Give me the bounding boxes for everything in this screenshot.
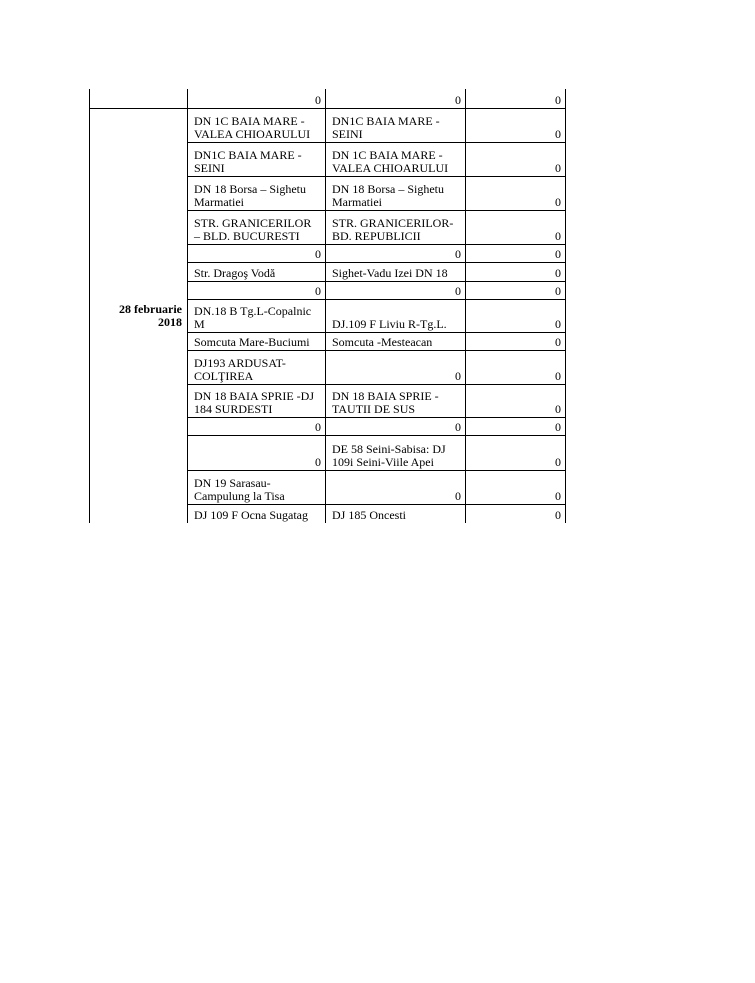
table-cell: 0 — [466, 384, 566, 417]
table-body — [90, 89, 566, 523]
table-cell: DN 18 Borsa – Sighetu Marmatiei — [188, 176, 326, 210]
table-cell: DJ.109 F Liviu R-Tg.L. — [326, 299, 466, 332]
table-cell: 0 — [466, 142, 566, 176]
table-cell: 0 — [466, 176, 566, 210]
table-cell: 0 — [326, 350, 466, 384]
table-cell: 0 — [466, 108, 566, 142]
table-cell: 0 — [188, 89, 326, 108]
table-cell: 0 — [466, 332, 566, 350]
table-cell: 0 — [466, 244, 566, 262]
date-cell-empty — [90, 89, 188, 108]
table-cell: 0 — [188, 244, 326, 262]
table-cell: DN 18 BAIA SPRIE - TAUTII DE SUS — [326, 384, 466, 417]
table-cell: DJ193 ARDUSAT- COLŢIREA — [188, 350, 326, 384]
table-row — [90, 108, 566, 142]
table-cell: 0 — [466, 417, 566, 435]
table-cell: Str. Dragoş Vodă — [188, 262, 326, 281]
table-cell: 0 — [326, 89, 466, 108]
table-cell: 0 — [326, 281, 466, 299]
table-row — [90, 89, 566, 108]
table-cell: 0 — [466, 435, 566, 470]
date-line: 28 februarie — [119, 301, 182, 316]
table-cell: DN1C BAIA MARE - SEINI — [326, 108, 466, 142]
table-cell: STR. GRANICERILOR – BLD. BUCURESTI — [188, 210, 326, 244]
table-cell: 0 — [466, 470, 566, 504]
table-cell: Somcuta Mare-Buciumi — [188, 332, 326, 350]
roads-table — [89, 89, 566, 523]
table-cell: DN 1C BAIA MARE - VALEA CHIOARULUI — [326, 142, 466, 176]
table-cell: 0 — [466, 350, 566, 384]
table-cell: DE 58 Seini-Sabisa: DJ 109i Seini-Viile Apei — [326, 435, 466, 470]
date-cell — [90, 108, 188, 523]
table-cell: DN1C BAIA MARE - SEINI — [188, 142, 326, 176]
table-cell: 0 — [326, 244, 466, 262]
table-cell: 0 — [466, 299, 566, 332]
table-cell: 0 — [466, 504, 566, 523]
table-cell: 0 — [188, 417, 326, 435]
table-cell: 0 — [188, 281, 326, 299]
table-cell: Somcuta -Mesteacan — [326, 332, 466, 350]
table-cell: 0 — [466, 89, 566, 108]
table-cell: STR. GRANICERILOR- BD. REPUBLICII — [326, 210, 466, 244]
table-cell: 0 — [466, 262, 566, 281]
table-cell: DN 18 BAIA SPRIE -DJ 184 SURDESTI — [188, 384, 326, 417]
table-cell: 0 — [326, 417, 466, 435]
table-cell: DN 18 Borsa – Sighetu Marmatiei — [326, 176, 466, 210]
table-cell: 0 — [466, 281, 566, 299]
table-cell: 0 — [466, 210, 566, 244]
table-cell: DJ 109 F Ocna Sugatag — [188, 504, 326, 523]
table-cell: Sighet-Vadu Izei DN 18 — [326, 262, 466, 281]
table-cell: 0 — [326, 470, 466, 504]
table-cell: DJ 185 Oncesti — [326, 504, 466, 523]
table-cell: DN 1C BAIA MARE - VALEA CHIOARULUI — [188, 108, 326, 142]
table-cell: 0 — [188, 435, 326, 470]
table-cell: DN.18 B Tg.L-Copalnic M — [188, 299, 326, 332]
date-year: 2018 — [158, 314, 182, 329]
table-cell: DN 19 Sarasau- Campulung la Tisa — [188, 470, 326, 504]
